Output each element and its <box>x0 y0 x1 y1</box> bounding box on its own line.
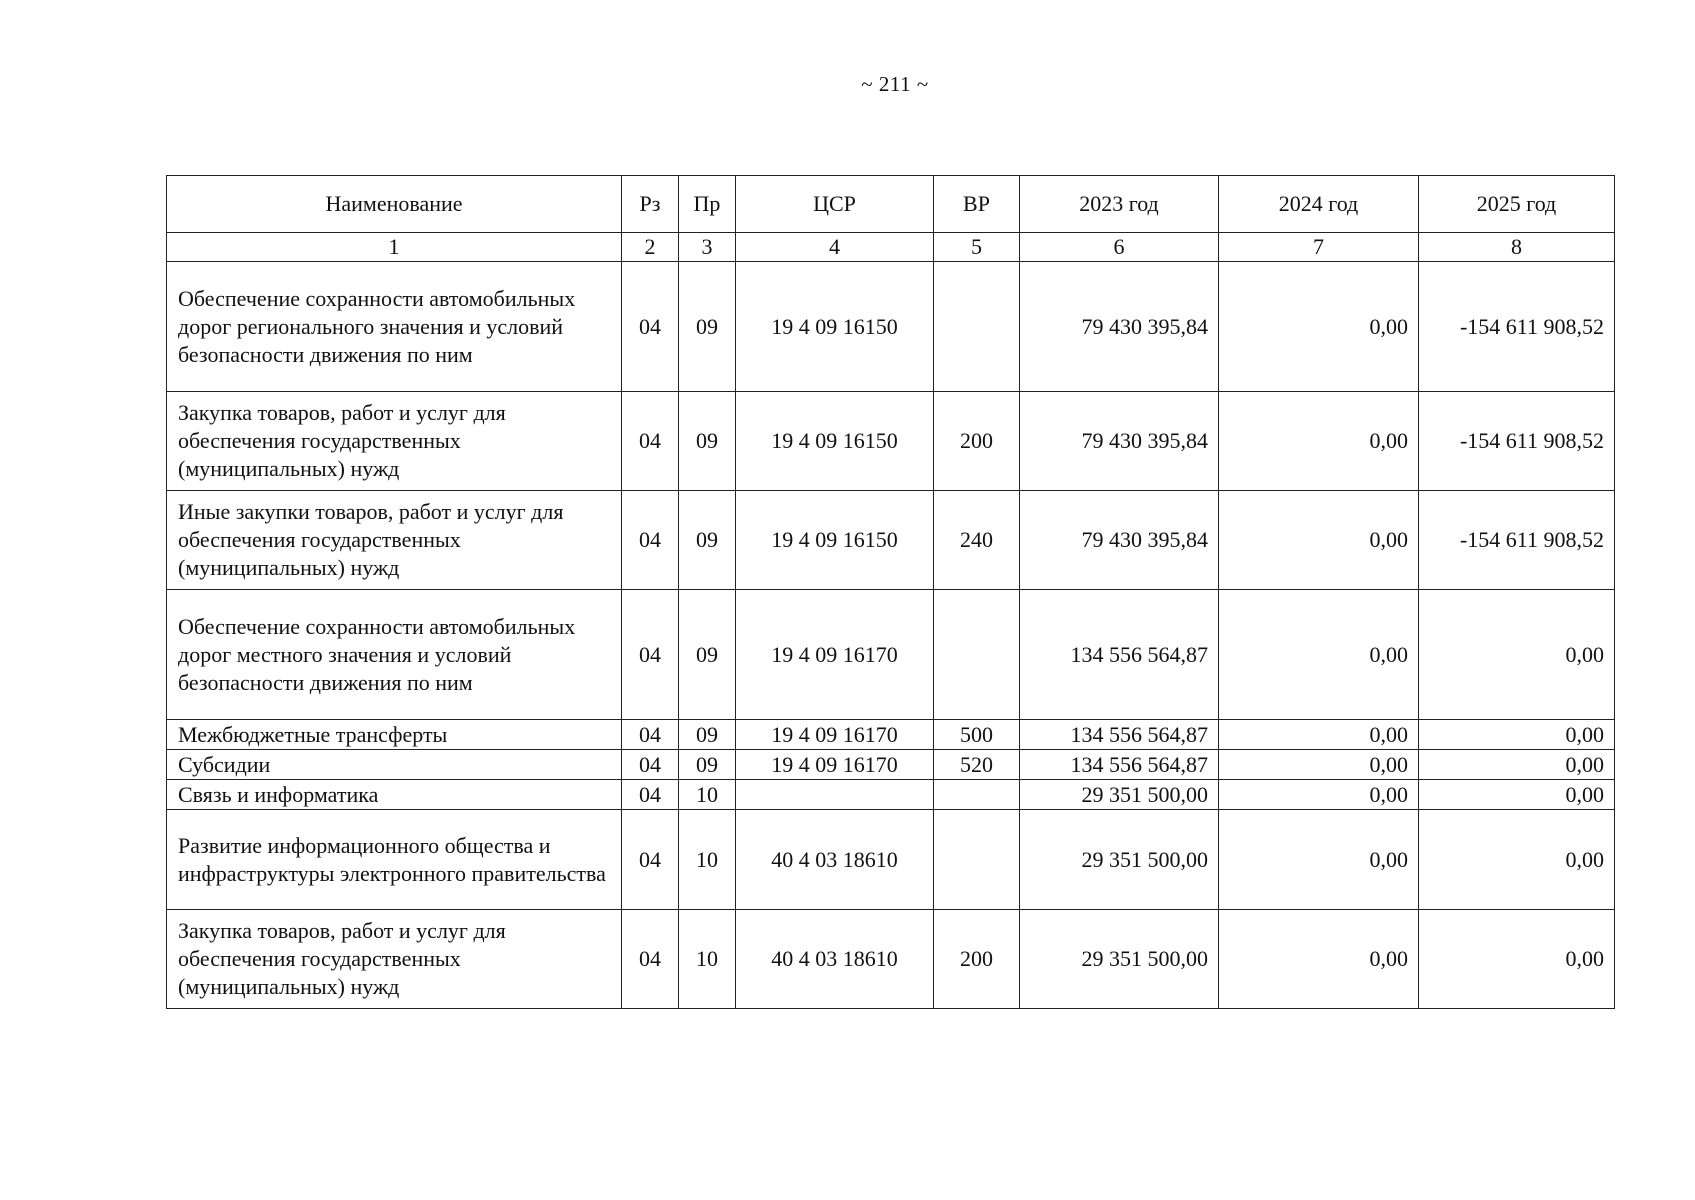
row-2025: 0,00 <box>1419 910 1615 1009</box>
row-rz: 04 <box>622 590 679 720</box>
column-number-row <box>167 233 1615 262</box>
row-name: Развитие информационного общества и инфраструктуры электронного правительства <box>167 810 622 910</box>
row-rz: 04 <box>622 750 679 780</box>
table-row <box>167 910 1615 1009</box>
row-2024: 0,00 <box>1219 810 1419 910</box>
row-pr: 09 <box>679 720 736 750</box>
row-rz: 04 <box>622 392 679 491</box>
row-csr: 19 4 09 16170 <box>736 750 934 780</box>
page-number: ~ 211 ~ <box>861 72 929 96</box>
table-row <box>167 810 1615 910</box>
column-number: 6 <box>1020 233 1219 262</box>
table-row <box>167 392 1615 491</box>
row-2025: 0,00 <box>1419 780 1615 810</box>
column-number: 8 <box>1419 233 1615 262</box>
row-2023: 79 430 395,84 <box>1020 491 1219 590</box>
row-name: Связь и информатика <box>167 780 622 810</box>
row-rz: 04 <box>622 262 679 392</box>
row-2024: 0,00 <box>1219 720 1419 750</box>
row-name: Межбюджетные трансферты <box>167 720 622 750</box>
row-2025: -154 611 908,52 <box>1419 262 1615 392</box>
row-rz: 04 <box>622 780 679 810</box>
column-number: 1 <box>167 233 622 262</box>
header-rz: Рз <box>622 176 679 233</box>
header-vr: ВР <box>934 176 1020 233</box>
row-name: Иные закупки товаров, работ и услуг для обеспечения государственных (муниципальных) нужд <box>167 491 622 590</box>
row-2023: 134 556 564,87 <box>1020 720 1219 750</box>
row-pr: 09 <box>679 262 736 392</box>
row-2025: 0,00 <box>1419 720 1615 750</box>
row-name: Закупка товаров, работ и услуг для обеспечения государственных (муниципальных) нужд <box>167 910 622 1009</box>
header-2024: 2024 год <box>1219 176 1419 233</box>
column-number: 3 <box>679 233 736 262</box>
row-2023: 134 556 564,87 <box>1020 590 1219 720</box>
table-row <box>167 720 1615 750</box>
row-vr: 200 <box>934 392 1020 491</box>
row-csr: 19 4 09 16170 <box>736 590 934 720</box>
table-row <box>167 491 1615 590</box>
row-vr <box>934 262 1020 392</box>
budget-table <box>166 175 1615 1009</box>
row-csr: 19 4 09 16150 <box>736 491 934 590</box>
row-rz: 04 <box>622 910 679 1009</box>
row-2024: 0,00 <box>1219 750 1419 780</box>
row-name: Обеспечение сохранности автомобильных дорог регионального значения и условий безопасности движения по ним <box>167 262 622 392</box>
row-csr <box>736 780 934 810</box>
row-name: Субсидии <box>167 750 622 780</box>
row-2024: 0,00 <box>1219 780 1419 810</box>
row-pr: 09 <box>679 590 736 720</box>
header-2025: 2025 год <box>1419 176 1615 233</box>
row-vr <box>934 780 1020 810</box>
row-name: Закупка товаров, работ и услуг для обеспечения государственных (муниципальных) нужд <box>167 392 622 491</box>
row-rz: 04 <box>622 720 679 750</box>
row-2023: 134 556 564,87 <box>1020 750 1219 780</box>
row-2023: 29 351 500,00 <box>1020 810 1219 910</box>
row-2023: 79 430 395,84 <box>1020 392 1219 491</box>
table-row <box>167 780 1615 810</box>
row-2023: 29 351 500,00 <box>1020 910 1219 1009</box>
row-vr: 500 <box>934 720 1020 750</box>
row-vr <box>934 810 1020 910</box>
row-rz: 04 <box>622 491 679 590</box>
row-2024: 0,00 <box>1219 491 1419 590</box>
row-rz: 04 <box>622 810 679 910</box>
row-2024: 0,00 <box>1219 392 1419 491</box>
row-csr: 19 4 09 16170 <box>736 720 934 750</box>
row-pr: 09 <box>679 392 736 491</box>
row-csr: 19 4 09 16150 <box>736 392 934 491</box>
row-vr <box>934 590 1020 720</box>
column-number: 4 <box>736 233 934 262</box>
header-2023: 2023 год <box>1020 176 1219 233</box>
header-pr: Пр <box>679 176 736 233</box>
row-pr: 10 <box>679 810 736 910</box>
column-number: 7 <box>1219 233 1419 262</box>
row-pr: 10 <box>679 780 736 810</box>
table-header-row <box>167 176 1615 233</box>
header-name: Наименование <box>167 176 622 233</box>
row-2024: 0,00 <box>1219 262 1419 392</box>
row-2025: 0,00 <box>1419 750 1615 780</box>
row-name: Обеспечение сохранности автомобильных дорог местного значения и условий безопасности движения по ним <box>167 590 622 720</box>
row-2023: 29 351 500,00 <box>1020 780 1219 810</box>
row-csr: 40 4 03 18610 <box>736 810 934 910</box>
column-number: 2 <box>622 233 679 262</box>
row-2024: 0,00 <box>1219 910 1419 1009</box>
header-csr: ЦСР <box>736 176 934 233</box>
row-csr: 40 4 03 18610 <box>736 910 934 1009</box>
table-row <box>167 590 1615 720</box>
row-vr: 240 <box>934 491 1020 590</box>
row-pr: 09 <box>679 750 736 780</box>
row-vr: 200 <box>934 910 1020 1009</box>
row-pr: 10 <box>679 910 736 1009</box>
row-2025: -154 611 908,52 <box>1419 392 1615 491</box>
row-2023: 79 430 395,84 <box>1020 262 1219 392</box>
row-vr: 520 <box>934 750 1020 780</box>
row-csr: 19 4 09 16150 <box>736 262 934 392</box>
row-2025: -154 611 908,52 <box>1419 491 1615 590</box>
table-row <box>167 750 1615 780</box>
column-number: 5 <box>934 233 1020 262</box>
row-pr: 09 <box>679 491 736 590</box>
table-row <box>167 262 1615 392</box>
row-2025: 0,00 <box>1419 590 1615 720</box>
row-2024: 0,00 <box>1219 590 1419 720</box>
row-2025: 0,00 <box>1419 810 1615 910</box>
